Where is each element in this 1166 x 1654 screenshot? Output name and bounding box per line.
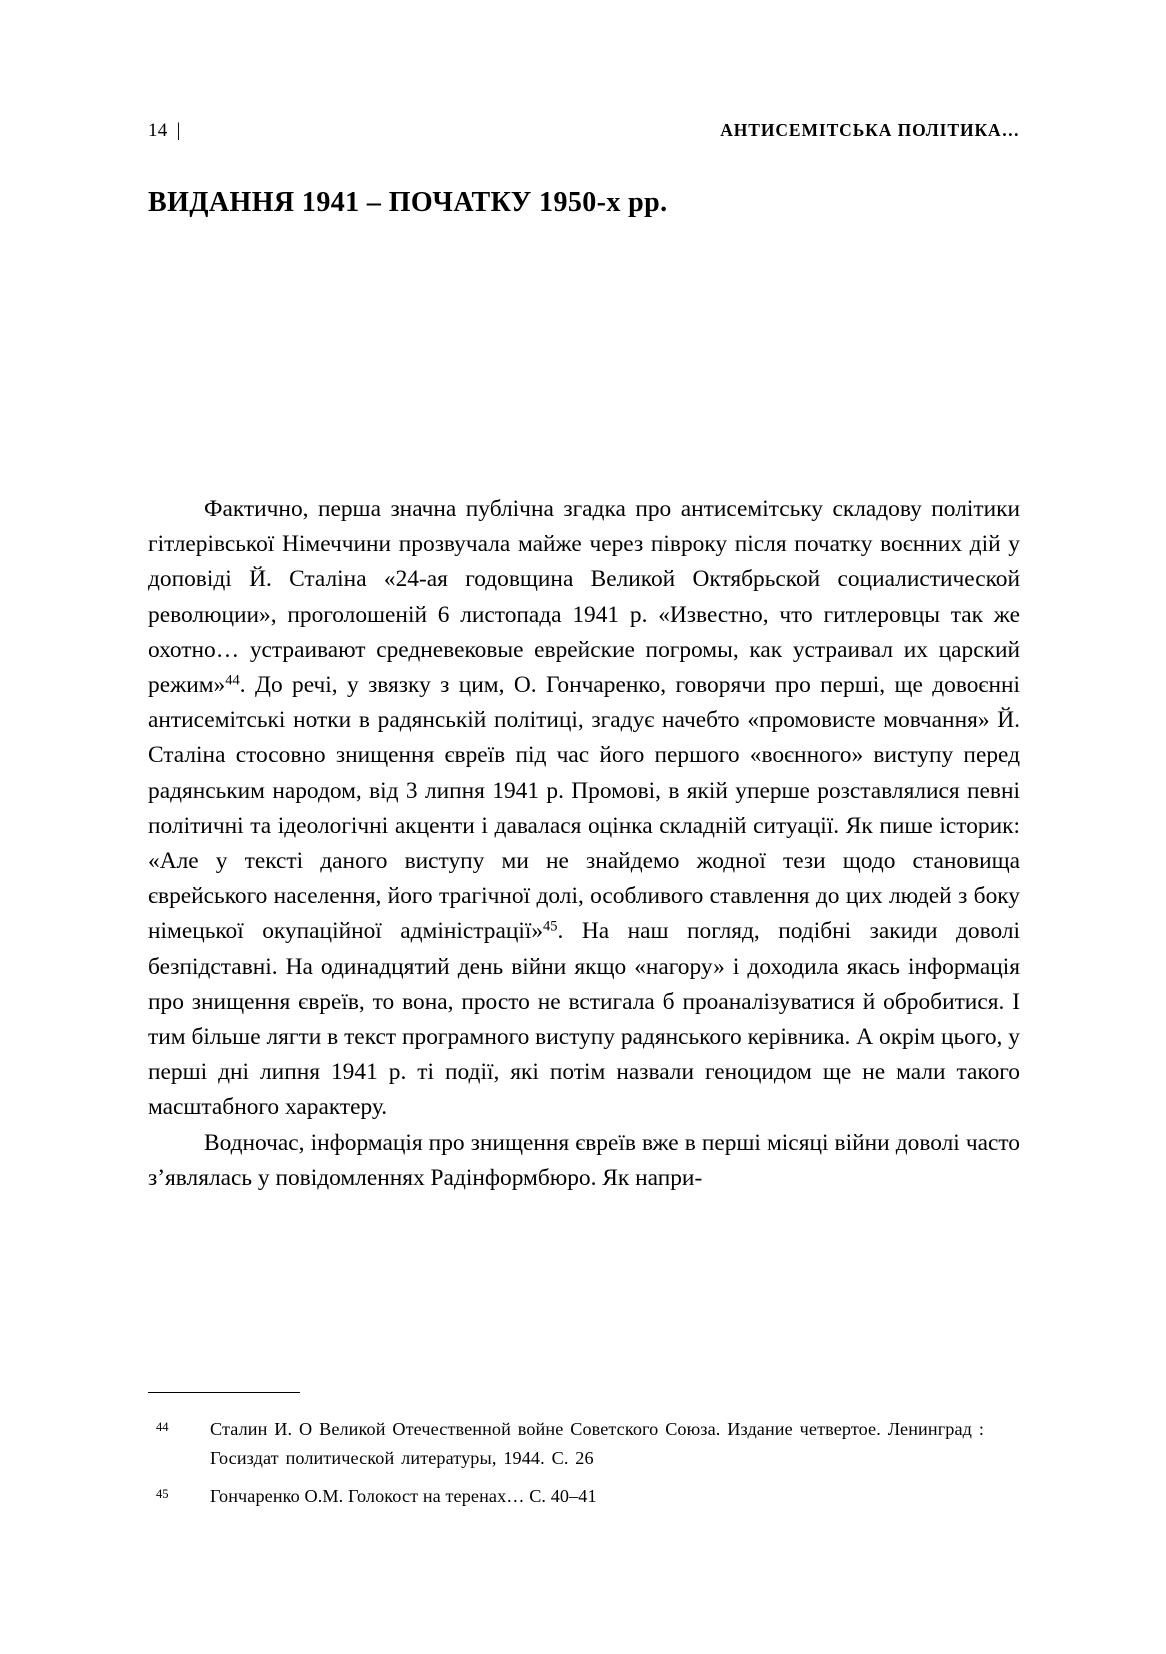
paragraph-1	[148, 492, 1020, 1126]
footnote-reference-44[interactable]: 44	[225, 672, 240, 689]
footnote-section	[148, 1392, 1020, 1520]
footnote-text: Сталин И. О Великой Отечественной войне Советского Союза. Издание четвертое. Ленинград : Госиздат политической литературы, 1944. С. 26	[210, 1419, 984, 1468]
running-header	[148, 120, 1020, 142]
page-number	[148, 120, 181, 142]
paragraph-1-segment-2: . До речі, у звязку з цим, О. Гончаренко, говорячи про перші, ще довоєнні антисемітські нотки в радянській політиці, згадує начебто «промовисте мовчання» Й. Сталіна стосовно знищення євреїв під час його першого «воєнного» виступу перед радянським народом, від 3 липня 1941 р. Промові, в якій уперше розставлялися певні політичні та ідеологічні акценти і давалася оцінка складній ситуації. Як пише історик: «Але у тексті даного виступу ми не знайдемо жодної тези щодо становища єврейського населення, його трагічної долі, особливого ставлення до цих людей з боку німецької окупаційної адміністрації»	[148, 672, 1020, 945]
paragraph-1-segment-1: Фактично, перша значна публічна згадка про антисемітську складову політики гітлерівської Німеччини прозвучала майже через півроку після початку воєнних дій у доповіді Й. Сталіна «24-ая годовщина Великой Октябрьской социалистической революции», проголошеній 6 листопада 1941 р. «Известно, что гитлеровцы так же охотно… устраивают средневековые еврейские погромы, как устраивал их царский режим»	[148, 496, 1020, 699]
paragraph-1-segment-3: . На наш погляд, подібні закиди доволі безпідставні. На одинадцятий день війни якщо «нагору» і доходила якась інформація про знищення євреїв, то вона, просто не встигала б проаналізуватися й обробитися. І тим більше лягти в текст програмного виступу радянського керівника. А окрім цього, у перші дні липня 1941 р. ті події, які потім назвали геноцидом ще не мали такого масштабного характеру.	[148, 918, 1021, 1121]
footnote-number: 45	[156, 1487, 169, 1501]
footnote-item	[148, 1482, 1020, 1511]
running-title: АНТИСЕМІТСЬКА ПОЛІТИКА…	[720, 120, 1020, 140]
body-text	[148, 492, 1020, 1196]
page-number-value: 14	[148, 120, 168, 141]
footnote-reference-45[interactable]: 45	[543, 918, 558, 935]
footnote-text: Гончаренко О.М. Голокост на теренах… С. 40–41	[210, 1486, 597, 1506]
folio-separator: |	[176, 120, 181, 141]
footnote-number: 44	[156, 1420, 169, 1434]
footnote-separator-rule	[148, 1392, 300, 1393]
section-heading: ВИДАННЯ 1941 – ПОЧАТКУ 1950-х рр.	[148, 186, 668, 218]
paragraph-2: Водночас, інформація про знищення євреїв вже в перші місяці війни доволі часто з’являлась у повідомленнях Радінформбюро. Як напри-	[148, 1129, 1020, 1191]
footnote-item	[148, 1415, 1020, 1473]
